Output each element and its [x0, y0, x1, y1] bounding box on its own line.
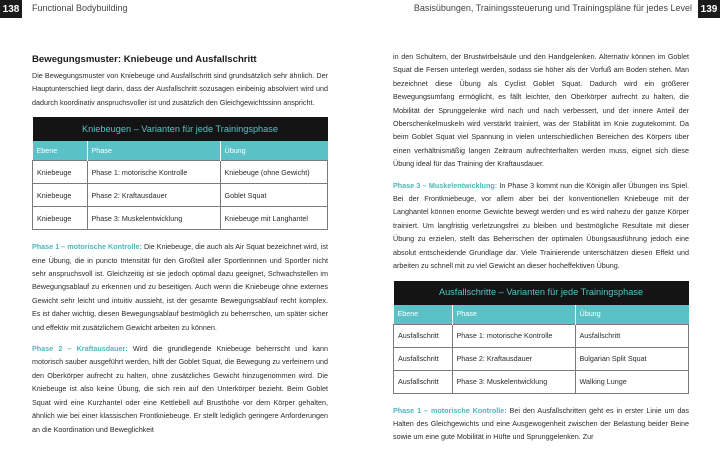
table-cell: Phase 3: Muskelentwicklung [87, 207, 220, 230]
table-cell: Phase 1: motorische Kontrolle [452, 324, 575, 347]
running-header-right: Basisübungen, Trainingssteuerung und Trainingspläne für jedes Level [413, 3, 692, 13]
phase3-paragraph [393, 179, 689, 273]
table-cell: Kniebeuge [33, 207, 88, 230]
table-cell: Walking Lunge [575, 370, 689, 393]
table-cell: Ausfallschritt [394, 347, 453, 370]
table-cell: Kniebeuge [33, 161, 88, 184]
table-cell: Kniebeuge [33, 184, 88, 207]
right-column [393, 50, 689, 452]
table-cell: Goblet Squat [220, 184, 328, 207]
squat-variants-table [32, 117, 328, 230]
continued-paragraph: in den Schultern, der Brustwirbelsäule und den Handgelenken. Alternativ können im Goblet Squat die Fersen unterlegt werden, sodass sie höher als der Vorfuß am Boden stehen. Man bezeichnet diese Übung als Cyclist Goblet Squat. Dadurch wird ein größerer Bewegungsumfang ermöglicht, es fällt leichter, den Oberkörper aufrecht zu halten, die Mobilität der Sprunggelenke wird nach und nach verbessert, und der innere Anteil der Oberschenkelmuskeln wird verstärkt trainiert, was der Stabilität im Knie zugutekommt. Da beim Goblet Squat viel Spannung in vielen unterschiedlichen Bereichen des Körpers über einen verhältnismäßig langen Zeitraum aufrechterhalten werden muss, eignet sich diese Übung ideal für das Training der Kraftausdauer. [393, 52, 689, 169]
table-row [33, 207, 328, 230]
table-row [394, 324, 689, 347]
section-heading: Bewegungsmuster: Kniebeuge und Ausfallschritt [32, 54, 257, 65]
table-cell: Ausfallschritt [394, 370, 453, 393]
paragraph-text: Wird die grundlegende Kniebeuge beherrscht und kann motorisch sauber ausgeführt werden, hilft der Goblet Squat, die Bewegung zu verfeinern und den Oberkörper aufrecht zu halten, ohne zusätzliches Gewicht hinzugenommen wird. Die Kniebeuge ist also keine Übung, die sich rein auf den Unterkörper bezieht. Beim Goblet Squat wird eine Kurzhantel oder eine Kettlebell auf Brusthöhe vor dem Körper gehalten, ähnlich wie bei einer klassischen Frontkniebeuge. Er stellt lediglich geringere Anforderungen an die Koordination und Beweglichkeit [32, 344, 328, 434]
col-header-phase: Phase [87, 141, 220, 161]
lunge-variants-table [393, 281, 689, 394]
table-cell: Phase 1: motorische Kontrolle [87, 161, 220, 184]
paragraph-text: Bei den Ausfallschritten geht es in erster Linie um das Halten des Gleichgewichts und eine Ausgewogenheit zwischen der Belastung beider Beine sowie um eine gute Mobilität in Hüfte und Sprunggelenken. Zur [393, 405, 690, 442]
phase-label: Phase 1 – motorische Kontrolle: [393, 405, 507, 415]
left-column [32, 46, 328, 444]
table-cell: Kniebeuge mit Langhantel [220, 207, 328, 230]
table-row [394, 370, 689, 393]
paragraph-text: In Phase 3 kommt nun die Königin aller Übungen ins Spiel. Bei der Frontkniebeuge, vor allem aber bei der konventionellen Kniebeuge mit der Langhantel können enorme Gewichte bewegt werden und es wird nahezu der ganze Körper trainiert. Um langfristig verletzungsfrei zu bleiben und bestmögliche Resultate mit dieser Übung zu erzielen, stellt das Beherrschen der optimalen Übungsausführung jedoch eine absolut entscheidende Grundlage dar. Viele Trainierende unterschätzen diesen Effekt und arbeiten zu schnell mit zu viel Gewicht an dieser hocheffektiven Übung. [393, 180, 689, 271]
col-header-ebene: Ebene [394, 305, 453, 325]
table-cell: Ausfallschritt [575, 324, 689, 347]
page-number-left: 138 [0, 0, 22, 18]
col-header-phase: Phase [452, 305, 575, 325]
intro-paragraph: Die Bewegungsmuster von Kniebeuge und Ausfallschritt sind grundsätzlich sehr ähnlich. Der Hauptunterschied liegt darin, dass der Ausfallschritt sozusagen einbeinig absolviert wird und dadurch koordinativ anspruchsvoller ist und zusätzlich den Gleichgewichtssinn anspricht. [32, 71, 328, 107]
phase-label: Phase 1 – motorische Kontrolle: [32, 242, 142, 252]
phase-label: Phase 2 – Kraftausdauer: [32, 344, 128, 354]
table-row [394, 347, 689, 370]
table-row [33, 161, 328, 184]
table-cell: Phase 2: Kraftausdauer [452, 347, 575, 370]
phase-label: Phase 3 – Muskelentwicklung: [393, 180, 498, 190]
col-header-ebene: Ebene [33, 141, 88, 161]
running-header-left: Functional Bodybuilding [32, 3, 128, 13]
table-title: Kniebeugen – Varianten für jede Trainingsphase [33, 117, 328, 141]
col-header-uebung: Übung [220, 141, 328, 161]
page-number-right: 139 [698, 0, 720, 18]
table-row [33, 184, 328, 207]
phase1-lunge-paragraph [393, 404, 689, 444]
table-title: Ausfallschritte – Varianten für jede Trainingsphase [394, 281, 689, 305]
phase1-paragraph [32, 240, 328, 334]
table-cell: Phase 3: Muskelentwicklung [452, 370, 575, 393]
table-cell: Kniebeuge (ohne Gewicht) [220, 161, 328, 184]
paragraph-text: Die Kniebeuge, die auch als Air Squat bezeichnet wird, ist eine Übung, die in puncto Intensität für den Großteil aller Sportlerinnen und Sportler nicht sehr anspruchsvoll ist. Gleichzeitig ist sie jedoch optimal dazu geeignet, Schwachstellen im Bewegungsablauf zu erkennen und zu beseitigen. Auch wenn die Kniebeuge ohne externes Gewicht sehr leicht und intuitiv aussieht, ist der gesamte Bewegungsablauf recht komplex. Es ist daher wichtig, diesen Bewegungsablauf bestmöglich zu beherrschen, um später sicher und effektiv mit zusätzlichem Gewicht arbeiten zu können. [32, 242, 328, 332]
table-cell: Phase 2: Kraftausdauer [87, 184, 220, 207]
phase2-paragraph [32, 342, 328, 436]
table-cell: Ausfallschritt [394, 324, 453, 347]
col-header-uebung: Übung [575, 305, 689, 325]
table-cell: Bulgarian Split Squat [575, 347, 689, 370]
